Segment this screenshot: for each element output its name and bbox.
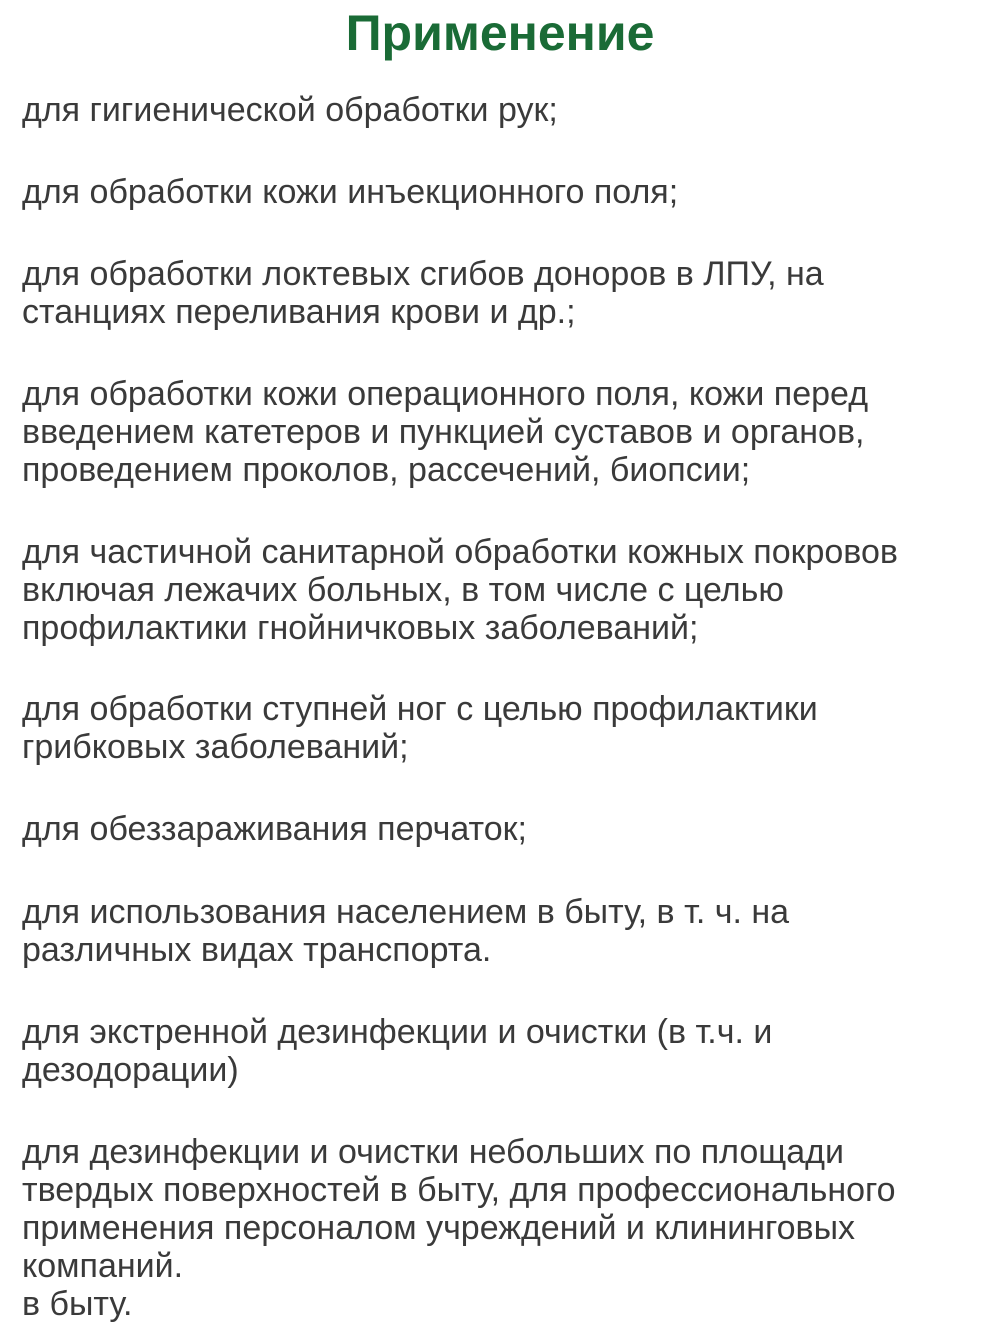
list-item: для обработки ступней ног с целью профилактики грибковых заболеваний; <box>22 690 818 766</box>
list-item: для частичной санитарной обработки кожных покровов включая лежачих больных, в том числе с целью профилактики гнойничковых заболеваний; <box>22 533 898 647</box>
list-item: для обеззараживания перчаток; <box>22 810 527 848</box>
list-item: для дезинфекции и очистки небольших по площади твердых поверхностей в быту, для профессионального применения персоналом учреждений и клининговых компаний. в быту. <box>22 1133 896 1323</box>
list-item: для экстренной дезинфекции и очистки (в т.ч. и дезодорации) <box>22 1013 773 1089</box>
list-item: для использования населением в быту, в т. ч. на различных видах транспорта. <box>22 893 790 969</box>
list-item: для обработки кожи операционного поля, кожи перед введением катетеров и пункцией суставов и органов, проведением проколов, рассечений, биопсии; <box>22 375 869 489</box>
list-item: для обработки локтевых сгибов доноров в ЛПУ, на станциях переливания крови и др.; <box>22 255 824 331</box>
list-item: для гигиенической обработки рук; <box>22 91 558 129</box>
list-item: для обработки кожи инъекционного поля; <box>22 173 679 211</box>
page-title: Применение <box>345 5 655 61</box>
